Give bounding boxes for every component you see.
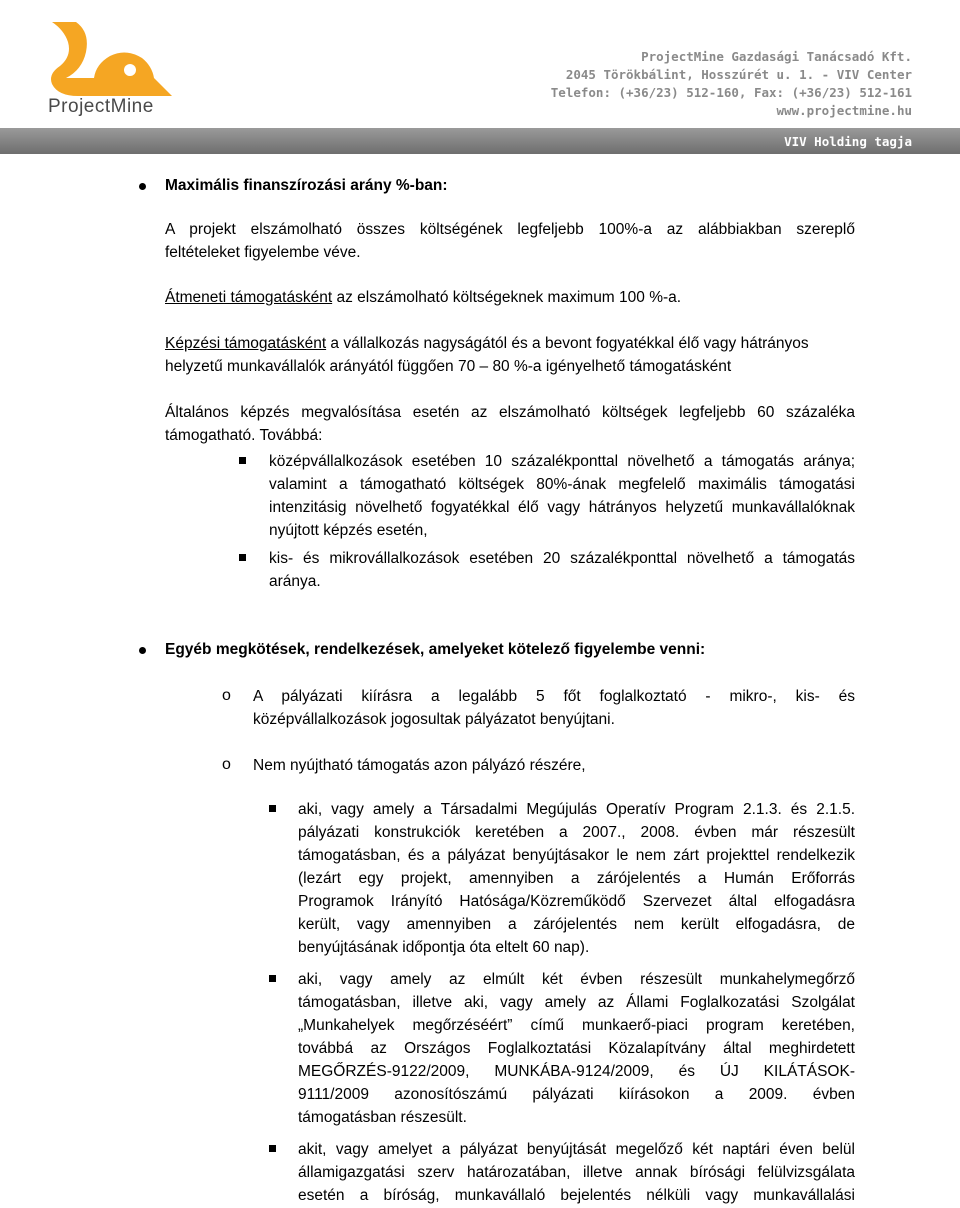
list-item-line: A pályázati kiírásra a legalább 5 főt foglalkoztató - mikro-, kis- és — [253, 688, 855, 705]
paragraph-text: a vállalkozás nagyságától és a bevont fogyatékkal élő vagy hátrányos — [326, 335, 809, 352]
square-bullet-icon — [269, 805, 276, 812]
paragraph-line: támogatható. Továbbá: — [165, 427, 323, 444]
square-bullet-icon — [269, 975, 276, 982]
bullet-icon — [139, 183, 146, 190]
list-item-line: aki, vagy amely az elmúlt két évben részesült munkahelymegőrző — [298, 971, 855, 988]
list-item-line: esetén a bíróság, munkavállaló bejelentés nélküli vagy munkavállalási — [298, 1187, 855, 1204]
list-item-line: támogatásban, illetve aki, vagy amely az Állami Foglalkozatási Szolgálat — [298, 994, 855, 1011]
list-item-line: támogatásban részesült. — [298, 1109, 467, 1126]
circle-bullet-marker: o — [222, 687, 231, 704]
list-item-line: „Munkahelyek megőrzéséért” című munkaerő-piaci program keretében, — [298, 1017, 855, 1034]
paragraph-line: A projekt elszámolható összes költségének legfeljebb 100%-a az alábbiakban szereplő — [165, 221, 855, 238]
section-heading-2: Egyéb megkötések, rendelkezések, amelyeket kötelező figyelembe venni: — [165, 641, 706, 658]
list-item-line: támogatásban, és a pályázat benyújtásakor le nem zárt projekttel rendelkezik — [298, 847, 855, 864]
section-heading-1: Maximális finanszírozási arány %-ban: — [165, 177, 448, 194]
list-item-line: került, vagy amennyiben a zárójelentés nem került elfogadásra, de — [298, 916, 855, 933]
holding-label: VIV Holding tagja — [784, 134, 912, 149]
list-item-line: középvállalkozások jogosultak pályázatot benyújtani. — [253, 711, 615, 728]
list-item-line: (lezárt egy projekt, amennyiben a zárójelentés a Humán Erőforrás — [298, 870, 855, 887]
list-item-line: benyújtásának időpontja óta eltelt 60 nap). — [298, 939, 590, 956]
logo-text: ProjectMine — [48, 96, 154, 117]
list-item-line: kis- és mikrovállalkozások esetében 20 százalékponttal növelhető a támogatás — [269, 550, 855, 567]
square-bullet-icon — [239, 554, 246, 561]
paragraph-line: feltételeket figyelembe véve. — [165, 244, 361, 261]
paragraph-line — [165, 334, 809, 354]
list-item-line: pályázati konstrukciók keretében a 2007., 2008. évben már részesült — [298, 824, 855, 841]
list-item-line: 9111/2009 azonosítószámú pályázati kiírásokon a 2009. évben — [298, 1086, 855, 1103]
list-item-line: aránya. — [269, 573, 321, 590]
letterhead — [0, 0, 960, 156]
company-address: 2045 Törökbálint, Hosszúrét u. 1. - VIV Center — [565, 67, 912, 82]
list-item-line: akit, vagy amelyet a pályázat benyújtását megelőző két naptári éven belül — [298, 1141, 855, 1158]
underlined-term: Átmeneti támogatásként — [165, 289, 333, 306]
list-item-line: aki, vagy amely a Társadalmi Megújulás Operatív Program 2.1.3. és 2.1.5. — [298, 801, 855, 818]
paragraph-text: az elszámolható költségeknek maximum 100 %-a. — [332, 289, 682, 306]
list-item-line: középvállalkozások esetében 10 százalékponttal növelhető a támogatás aránya; — [269, 453, 855, 470]
paragraph-line — [165, 288, 681, 308]
square-bullet-icon — [239, 457, 246, 464]
underlined-term: Képzési támogatásként — [165, 335, 327, 352]
square-bullet-icon — [269, 1145, 276, 1152]
list-item-line: Nem nyújtható támogatás azon pályázó részére, — [253, 757, 586, 774]
company-info — [551, 48, 912, 120]
company-website[interactable]: www.projectmine.hu — [776, 103, 912, 118]
list-item-line: nyújtott képzés esetén, — [269, 522, 428, 539]
list-item-line: továbbá az Országos Foglalkoztatási Közalapítvány által meghirdetett — [298, 1040, 855, 1057]
company-name: ProjectMine Gazdasági Tanácsadó Kft. — [641, 49, 912, 64]
company-phone: Telefon: (+36/23) 512-160, Fax: (+36/23) 512-161 — [550, 85, 912, 100]
list-item-line: valamint a támogatható költségek 80%-ának megfelelő maximális támogatási — [269, 476, 855, 493]
bullet-icon — [139, 647, 146, 654]
circle-bullet-marker: o — [222, 756, 231, 773]
paragraph-line: Általános képzés megvalósítása esetén az elszámolható költségek legfeljebb 60 százaléka — [165, 404, 855, 421]
paragraph-line: helyzetű munkavállalók arányától függően 70 – 80 %-a igényelhető támogatásként — [165, 358, 732, 375]
list-item-line: MEGŐRZÉS-9122/2009, MUNKÁBA-9124/2009, és ÚJ KILÁTÁSOK- — [298, 1063, 855, 1080]
list-item-line: Programok Irányító Hatósága/Közreműködő Szervezet által elfogadásra — [298, 893, 855, 910]
list-item-line: intenzitásig növelhető fogyatékkal élő vagy hátrányos helyzetű munkavállalóknak — [269, 499, 855, 516]
list-item-line: államigazgatási szerv határozatában, illetve annak bírósági felülvizsgálata — [298, 1164, 855, 1181]
